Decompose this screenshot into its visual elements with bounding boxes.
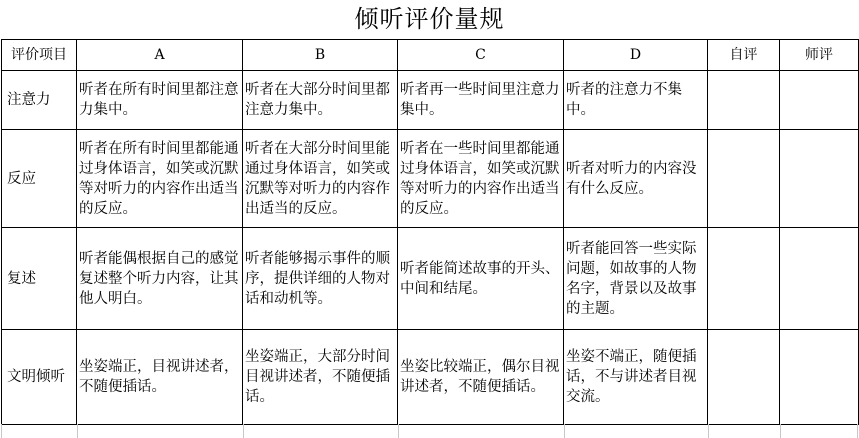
header-cell-b[interactable]: B	[243, 40, 398, 71]
table-cell[interactable]: 听者再一些时间里注意力集中。	[398, 71, 564, 130]
header-cell-self[interactable]: 自评	[708, 40, 780, 71]
header-cell-a[interactable]: A	[77, 40, 243, 71]
header-cell-teacher[interactable]: 师评	[780, 40, 859, 71]
table-cell[interactable]: 坐姿端正，大部分时间目视讲述者，不随便插话。	[243, 330, 398, 425]
table-cell[interactable]: 听者能简述故事的开头、中间和结尾。	[398, 228, 564, 330]
table-cell[interactable]: 听者能够揭示事件的顺序，提供详细的人物对话和动机等。	[243, 228, 398, 330]
row-label-reaction[interactable]: 反应	[2, 130, 77, 228]
row-label-attention[interactable]: 注意力	[2, 71, 77, 130]
self-score-cell[interactable]	[708, 330, 780, 425]
table-cell[interactable]: 听者能偶根据自己的感觉复述整个听力内容，让其他人明白。	[77, 228, 243, 330]
table-cell[interactable]: 听者对听力的内容没有什么反应。	[564, 130, 708, 228]
table-row	[2, 228, 859, 330]
table-row	[2, 130, 859, 228]
header-cell-d[interactable]: D	[564, 40, 708, 71]
teacher-score-cell[interactable]	[780, 71, 859, 130]
self-score-cell[interactable]	[708, 71, 780, 130]
teacher-score-cell[interactable]	[780, 130, 859, 228]
self-score-cell[interactable]	[708, 130, 780, 228]
gridline	[857, 424, 858, 438]
spreadsheet-gridlines	[1, 424, 858, 438]
row-label-retell[interactable]: 复述	[2, 228, 77, 330]
teacher-score-cell[interactable]	[780, 330, 859, 425]
table-row	[2, 71, 859, 130]
table-cell[interactable]: 听者能回答一些实际问题，如故事的人物名字，背景以及故事的主题。	[564, 228, 708, 330]
gridline	[398, 424, 399, 438]
gridline	[708, 424, 709, 438]
page-title: 倾听评价量规	[354, 5, 505, 33]
table-cell[interactable]: 坐姿端正，目视讲述者，不随便插话。	[77, 330, 243, 425]
gridline	[243, 424, 244, 438]
table-cell[interactable]: 听者在大部分时间里都注意力集中。	[243, 71, 398, 130]
gridline	[564, 424, 565, 438]
teacher-score-cell[interactable]	[780, 228, 859, 330]
gridline	[780, 424, 781, 438]
table-cell[interactable]: 坐姿比较端正，偶尔目视讲述者，不随便插话。	[398, 330, 564, 425]
row-label-courteous-listening[interactable]: 文明倾听	[2, 330, 77, 425]
table-cell[interactable]: 听者在一些时间里都能通过身体语言，如笑或沉默等对听力的内容作出适当的反应。	[398, 130, 564, 228]
table-cell[interactable]: 听者在大部分时间里能通过身体语言，如笑或沉默等对听力的内容作出适当的反应。	[243, 130, 398, 228]
rubric-table	[1, 39, 859, 425]
header-cell-item[interactable]: 评价项目	[2, 40, 77, 71]
gridline	[77, 424, 78, 438]
header-row	[2, 40, 859, 71]
table-cell[interactable]: 坐姿不端正，随便插话，不与讲述者目视交流。	[564, 330, 708, 425]
table-cell[interactable]: 听者的注意力不集中。	[564, 71, 708, 130]
table-row	[2, 330, 859, 425]
table-cell[interactable]: 听者在所有时间里都能通过身体语言，如笑或沉默等对听力的内容作出适当的反应。	[77, 130, 243, 228]
table-cell[interactable]: 听者在所有时间里都注意力集中。	[77, 71, 243, 130]
header-cell-c[interactable]: C	[398, 40, 564, 71]
self-score-cell[interactable]	[708, 228, 780, 330]
